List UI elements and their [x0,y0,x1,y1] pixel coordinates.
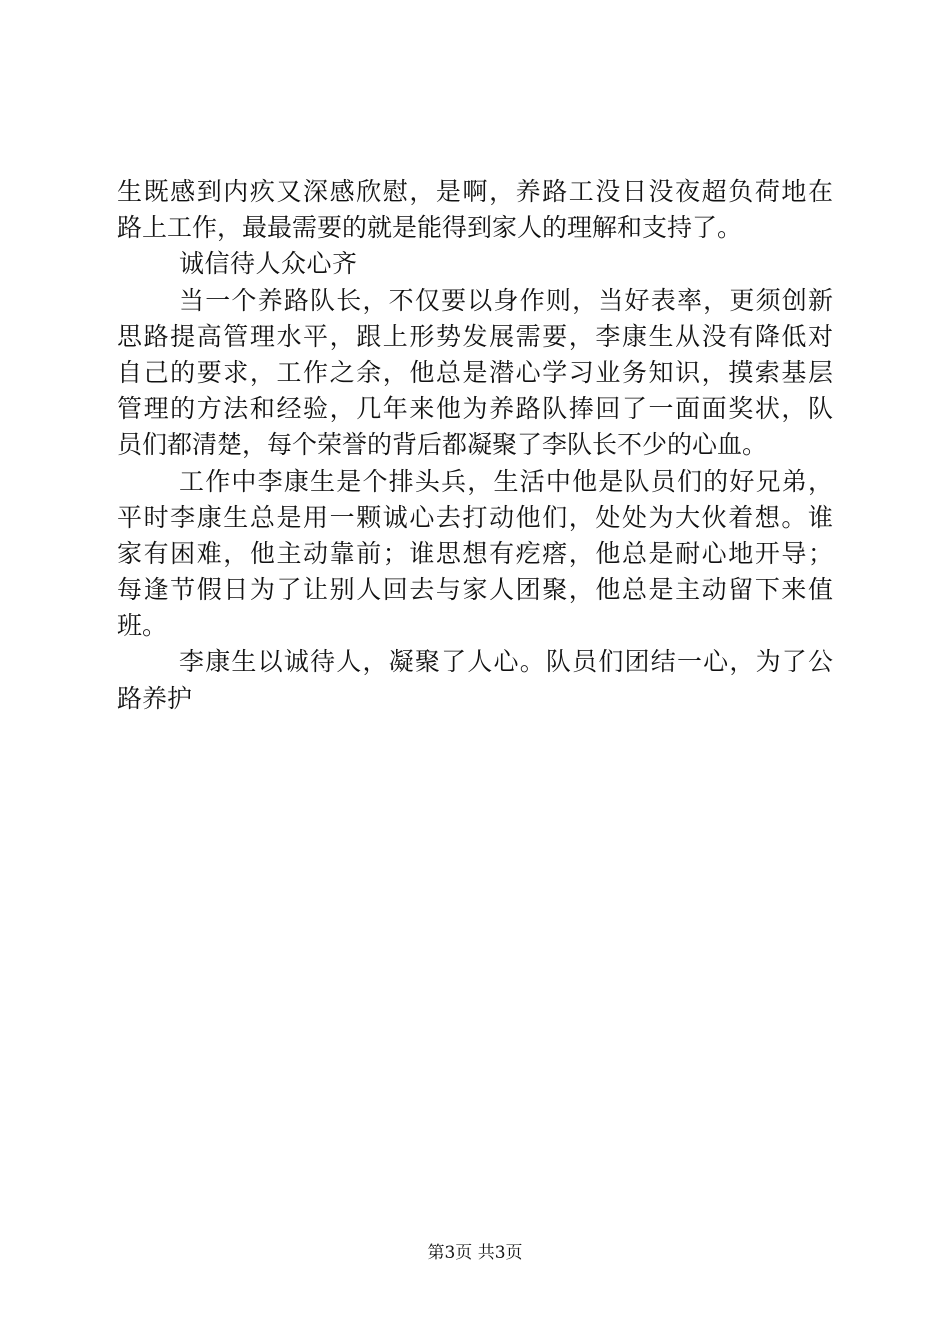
paragraph-line: 班。 [117,611,168,641]
paragraph-line: 当一个养路队长，不仅要以身作则，当好表率，更须创新 [179,285,833,315]
paragraph-line: 路养护 [117,683,193,713]
paragraph-line: 每逢节假日为了让别人回去与家人团聚，他总是主动留下来值 [117,575,833,605]
section-heading: 诚信待人众心齐 [179,249,358,279]
paragraph-line: 路上工作，最最需要的就是能得到家人的理解和支持了。 [117,213,743,243]
paragraph-line: 管理的方法和经验，几年来他为养路队捧回了一面面奖状，队 [117,394,833,424]
paragraph-line: 自己的要求，工作之余，他总是潜心学习业务知识，摸索基层 [117,357,833,387]
page-number-footer: 第3页 共3页 [427,1243,523,1263]
paragraph-line: 员们都清楚，每个荣誉的背后都凝聚了李队长不少的心血。 [117,430,768,460]
paragraph-line: 李康生以诚待人，凝聚了人心。队员们团结一心，为了公 [179,647,833,677]
body-text [117,174,833,717]
paragraph-line: 生既感到内疚又深感欣慰，是啊，养路工没日没夜超负荷地在 [117,177,833,206]
paragraph-line: 思路提高管理水平，跟上形势发展需要，李康生从没有降低对 [117,321,833,351]
paragraph-line: 家有困难，他主动靠前；谁思想有疙瘩，他总是耐心地开导； [117,538,833,568]
paragraph-line: 工作中李康生是个排头兵，生活中他是队员们的好兄弟， [179,466,833,496]
paragraph-line: 平时李康生总是用一颗诚心去打动他们，处处为大伙着想。谁 [117,502,833,532]
